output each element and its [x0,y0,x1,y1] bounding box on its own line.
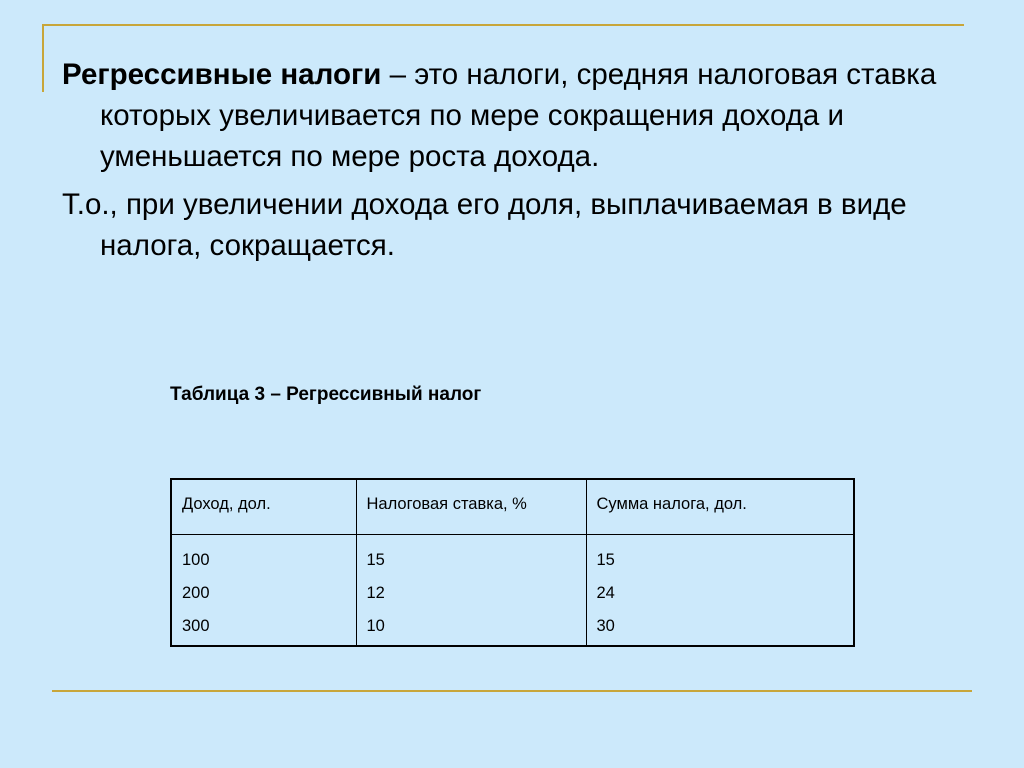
rate-value: 10 [366,616,385,635]
regressive-tax-table [170,478,855,647]
income-value: 300 [182,616,210,635]
tax-amount-value: 15 [596,550,615,569]
header-rate: Налоговая ставка, % [356,479,586,534]
frame-left-line [42,24,44,92]
definition-text: – это налоги, средняя налоговая ставка которых увеличивается по мере сокращения дохода и уменьшается по мере роста дохода. [100,58,937,173]
income-value: 100 [182,550,210,569]
rate-value: 12 [366,583,385,602]
table-header-row [171,479,854,534]
income-value: 200 [182,583,210,602]
header-income: Доход, дол. [171,479,356,534]
tax-amount-value: 24 [596,583,615,602]
table-caption: Таблица 3 – Регрессивный налог [170,384,482,405]
frame-bottom-line [52,690,972,692]
header-tax-amount: Сумма налога, дол. [586,479,854,534]
frame-top-line [42,24,964,26]
definition-term: Регрессивные налоги [62,58,382,91]
consequence-paragraph: Т.о., при увеличении дохода его доля, выплачиваемая в виде налога, сокращается. [62,188,907,262]
table-row [171,534,854,646]
slide-text [62,54,972,273]
tax-amount-cell [586,534,854,646]
tax-amount-value: 30 [596,616,615,635]
definition-paragraph [62,54,972,177]
income-cell [171,534,356,646]
rate-cell [356,534,586,646]
rate-value: 15 [366,550,385,569]
